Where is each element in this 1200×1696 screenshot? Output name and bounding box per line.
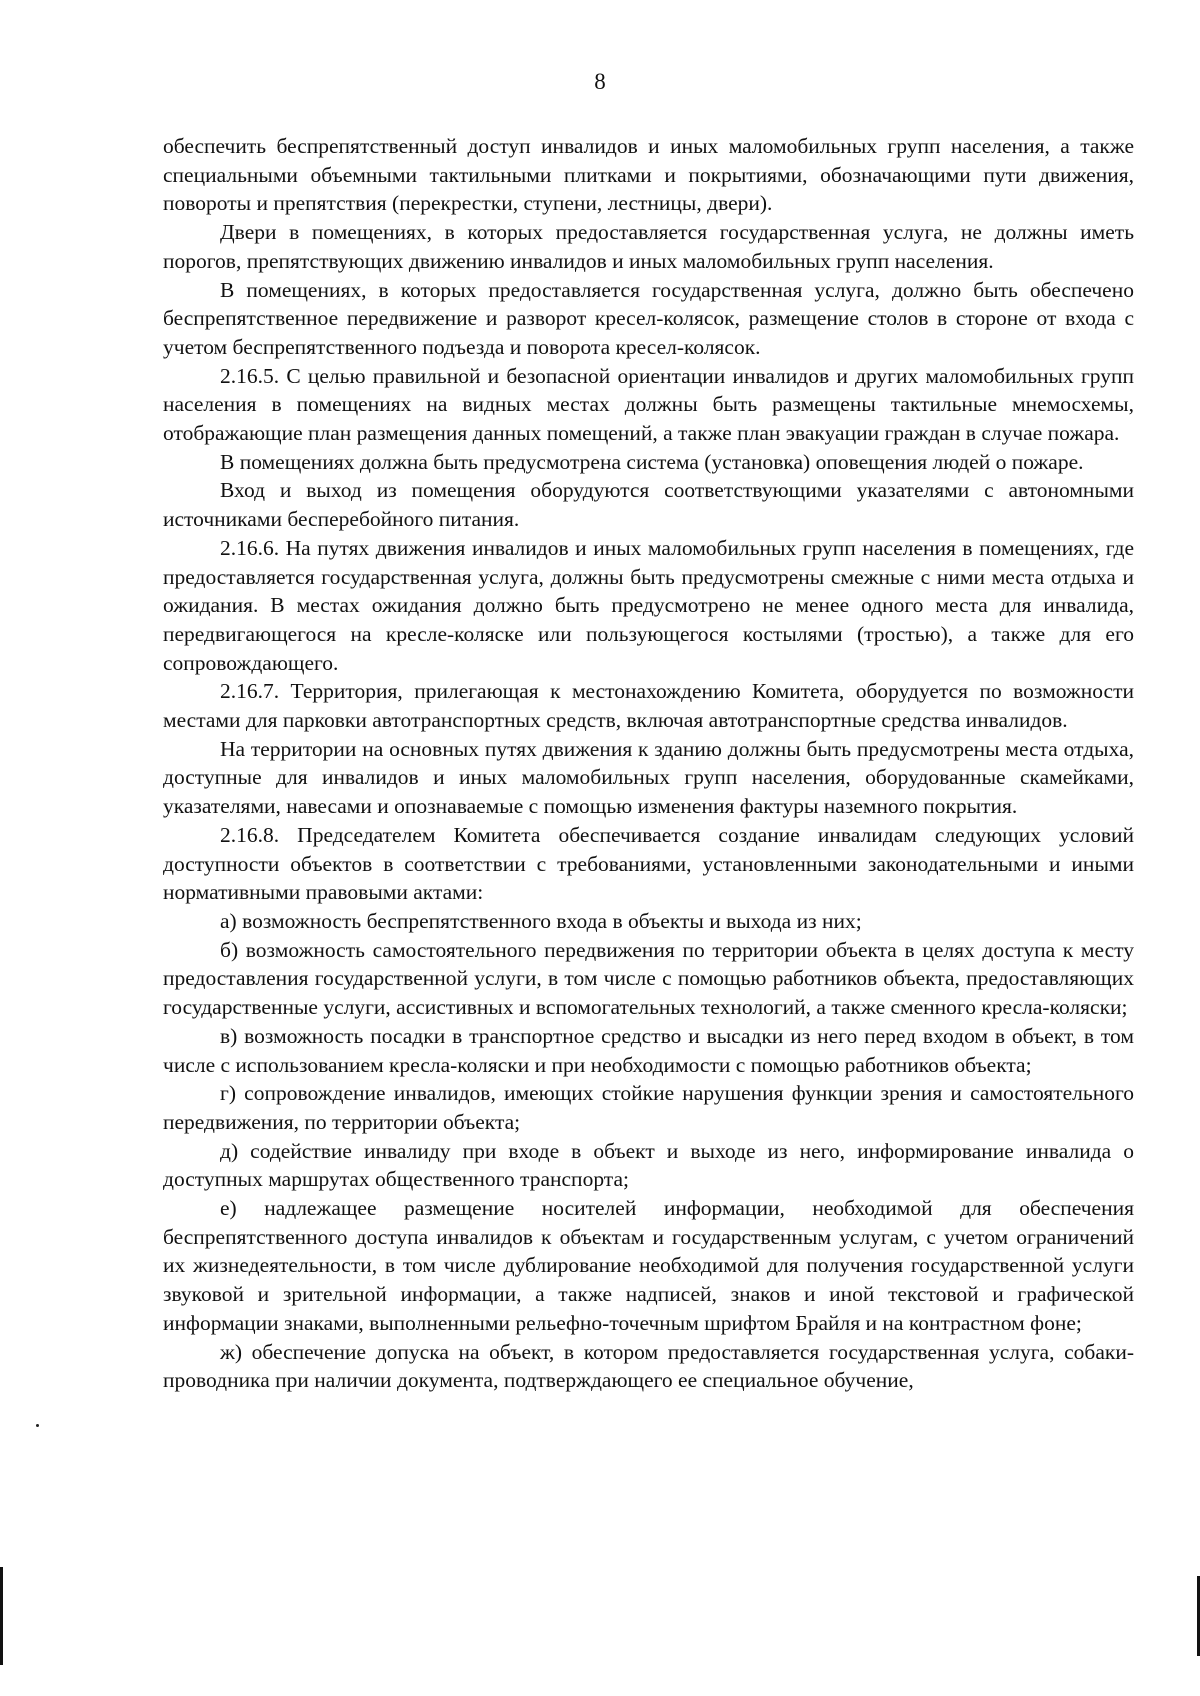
paragraph: Двери в помещениях, в которых предоставляется государственная услуга, не должны иметь порогов, препятствующих движению инвалидов и иных маломобильных групп населения. (163, 220, 1134, 273)
paragraph: В помещениях, в которых предоставляется государственная услуга, должно быть обеспечено беспрепятственное передвижение и разворот кресел-колясок, размещение столов в стороне от входа с учетом беспрепятственного подъезда и поворота кресел-колясок. (163, 277, 1134, 359)
paragraph: 2.16.7. Территория, прилегающая к местонахождению Комитета, оборудуется по возможности местами для парковки автотранспортных средств, включая автотранспортные средства инвалидов. (163, 679, 1134, 733)
paragraph: 2.16.6. На путях движения инвалидов и иных маломобильных групп населения в помещениях, где предоставляется государственная услуга, должны быть предусмотрены смежные с ними места отдыха и ожидания. В местах ожидания должно быть предусмотрено не менее одного места для инвалида, передвигающегося на кресле-коляске или пользующегося костылями (тростью), а также для его сопровождающего. (163, 535, 1134, 675)
paragraph: обеспечить беспрепятственный доступ инвалидов и иных маломобильных групп населения, а также специальными объемными тактильными плитками и покрытиями, обозначающими пути движения, повороты и препятствия (перекрестки, ступени, лестницы, двери). (163, 134, 1134, 216)
document-body (163, 132, 1134, 1395)
paragraph: На территории на основных путях движения к зданию должны быть предусмотрены места отдыха, доступные для инвалидов и иных маломобильных групп населения, оборудованные скамейками, указателями, навесами и опознаваемые с помощью изменения фактуры наземного покрытия. (163, 736, 1134, 819)
page-number: 8 (594, 69, 606, 94)
list-item: б) возможность самостоятельного передвижения по территории объекта в целях доступа к месту предоставления государственной услуги, в том числе с помощью работников объекта, предоставляющих государственные услуги, ассистивных и вспомогательных технологий, а также сменного кресла-коляски; (163, 937, 1134, 1020)
list-item: г) сопровождение инвалидов, имеющих стойкие нарушения функции зрения и самостоятельного передвижения, по территории объекта; (163, 1081, 1134, 1134)
paragraph: Вход и выход из помещения оборудуются соответствующими указателями с автономными источниками бесперебойного питания. (163, 478, 1134, 532)
scan-artifact-dot (36, 1424, 39, 1427)
paragraph: 2.16.8. Председателем Комитета обеспечивается создание инвалидам следующих условий доступности объектов в соответствии с требованиями, установленными законодательными и иными нормативными правовыми актами: (163, 822, 1134, 905)
list-item: в) возможность посадки в транспортное средство и высадки из него перед входом в объект, в том числе с использованием кресла-коляски и при необходимости с помощью работников объекта; (163, 1023, 1134, 1077)
list-item: е) надлежащее размещение носителей информации, необходимой для обеспечения беспрепятственного доступа инвалидов к объектам и государственным услугам, с учетом ограничений их жизнедеятельности, в том числе дублирование необходимой для получения государственной услуги звуковой и зрительной информации, а также надписей, знаков и иной текстовой и графической информации знаками, выполненными рельефно-точечным шрифтом Брайля и на контрастном фоне; (163, 1196, 1134, 1335)
list-item: а) возможность беспрепятственного входа в объекты и выхода из них; (220, 908, 862, 933)
scan-artifact-left-edge (0, 1567, 3, 1665)
list-item: д) содействие инвалиду при входе в объект и выходе из него, информирование инвалида о доступных маршрутах общественного транспорта; (163, 1138, 1134, 1192)
list-item: ж) обеспечение допуска на объект, в котором предоставляется государственная услуга, собаки-проводника при наличии документа, подтверждающего ее специальное обучение, (163, 1339, 1134, 1393)
paragraph: 2.16.5. С целью правильной и безопасной ориентации инвалидов и других маломобильных групп населения в помещениях на видных местах должны быть размещены тактильные мнемосхемы, отображающие план размещения данных помещений, а также план эвакуации граждан в случае пожара. (163, 363, 1134, 446)
paragraph: В помещениях должна быть предусмотрена система (установка) оповещения людей о пожаре. (220, 449, 1084, 474)
